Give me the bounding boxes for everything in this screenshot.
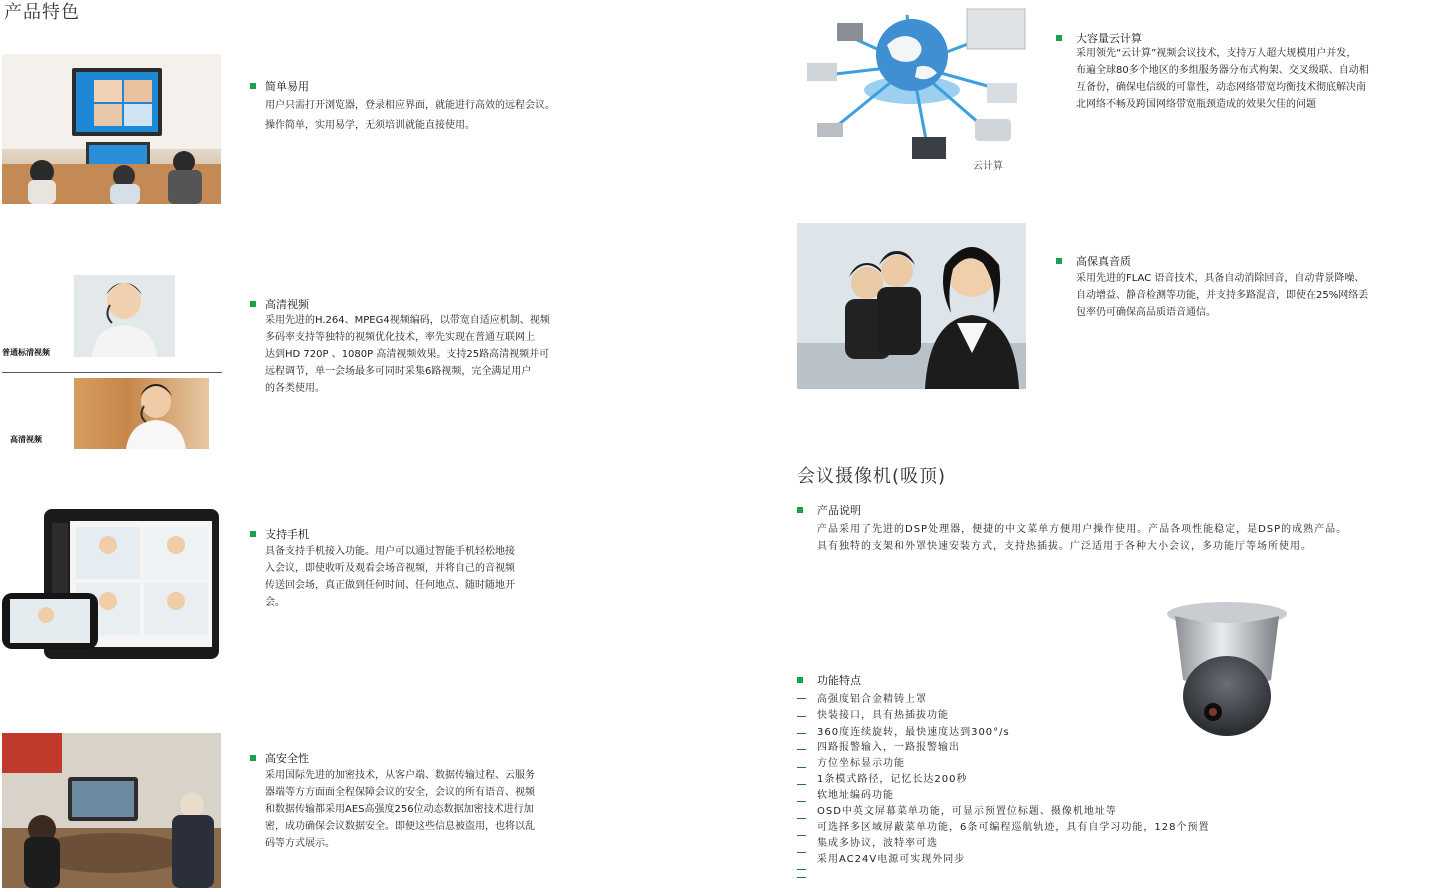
list-dash (797, 801, 806, 802)
feature-title-mobile: 支持手机 (265, 528, 309, 541)
bullet-marker (250, 531, 256, 537)
camera-feature-item: 1条模式路径，记忆长达200秒 (817, 774, 968, 785)
video-conference-room-image (2, 54, 221, 204)
camera-feature-item: 快装接口，具有热插拔功能 (817, 710, 949, 721)
divider-line (2, 372, 222, 373)
bullet-marker (250, 301, 256, 307)
camera-feature-item: 四路报警输入，一路报警输出 (817, 742, 960, 753)
list-dash (797, 818, 806, 819)
camera-feature-item: 软地址编码功能 (817, 790, 894, 801)
feature-body-audio: 采用先进的FLAC 语音技术，具备自动消除回音，自动背景降噪、 自动增益、静音检测等功能，并支持多路混音，即使在25%网络丢 包率仍可确保高品质语音通信。 (1076, 273, 1369, 318)
list-dash (797, 784, 806, 785)
list-dash (797, 877, 806, 878)
camera-feature-item: 方位坐标显示功能 (817, 758, 905, 769)
list-dash (797, 749, 806, 750)
feature-body-security: 采用国际先进的加密技术，从客户端、数据传输过程、云服务 器端等方方面面全程保障会议的安全，会议的所有语音、视频 和数据传输都采用AES高强度256位动态数据加密技术进行加 密，成功确保会议数据安全。即便这些信息被盗用，也将以乱 码等方式展示。 (265, 770, 535, 849)
camera-feature-item: 集成多协议，波特率可选 (817, 838, 938, 849)
feature-title-cloud: 大容量云计算 (1076, 32, 1142, 45)
feature-title-hd-video: 高清视频 (265, 298, 309, 311)
feature-title-audio: 高保真音质 (1076, 255, 1131, 268)
camera-feature-item: 采用AC24V电源可实现外同步 (817, 854, 966, 865)
list-dash (797, 835, 806, 836)
feature-body-cloud: 采用领先“云计算”视频会议技术，支持万人超大规模用户并发， 布遍全球80多个地区的多组服务器分布式构架、交叉级联、自动相 互备份，确保电信级的可靠性，动态网络带宽均衡技术彻底解决南 北网络不畅及跨国网络带宽瓶颈造成的效果欠佳的问题 (1076, 48, 1369, 110)
bullet-marker (1056, 258, 1062, 264)
camera-features-title: 功能特点 (817, 674, 861, 687)
bullet-marker (1056, 35, 1062, 41)
cloud-label: 云计算 (973, 161, 1003, 172)
camera-feature-item: 可选择多区域屏蔽菜单功能，6条可编程巡航轨迹，具有自学习功能，128个预置 (817, 822, 1210, 833)
call-center-image (797, 223, 1026, 389)
list-dash (797, 852, 806, 853)
feature-body-mobile: 具备支持手机接入功能。用户可以通过智能手机轻松地接 入会议，即使收听及观看会场音视频，并将自己的音视频 传送回会场，真正做到任何时间、任何地点、随时随地开 会。 (265, 546, 515, 608)
feature-body-easy-use: 用户只需打开浏览器，登录相应界面，就能进行高效的远程会议。 操作简单，实用易学，无须培训就能直接使用。 (265, 100, 555, 131)
feature-title-easy-use: 简单易用 (265, 80, 309, 93)
list-dash (797, 716, 806, 717)
hd-video-image (74, 378, 209, 449)
cloud-computing-image (797, 5, 1027, 175)
bullet-marker (250, 755, 256, 761)
hd-video-caption: 高清视频 (10, 435, 42, 444)
list-dash (797, 767, 806, 768)
list-dash (797, 733, 806, 734)
camera-feature-item: 360度连续旋转，最快速度达到300°/s (817, 727, 1010, 738)
camera-desc-title: 产品说明 (817, 504, 861, 517)
bullet-marker (250, 83, 256, 89)
bullet-marker (797, 507, 803, 513)
list-dash (797, 698, 806, 699)
camera-section-title: 会议摄像机(吸顶) (797, 466, 947, 487)
dome-camera-image (1165, 600, 1290, 740)
standard-video-image (74, 275, 175, 357)
list-dash (797, 869, 806, 870)
page-title: 产品特色 (4, 2, 80, 23)
camera-desc-body: 产品采用了先进的DSP处理器，便捷的中文菜单方便用户操作使用。产品各项性能稳定，是DSP的成熟产品。 具有独特的支架和外罩快速安装方式，支持热插拔。广泛适用于各种大小会议，多功能厅等场所使用。 (817, 524, 1348, 552)
mobile-devices-image (2, 509, 221, 664)
camera-feature-item: OSD中英文屏幕菜单功能，可显示预置位标题、摄像机地址等 (817, 806, 1117, 817)
camera-feature-item: 高强度铝合金精铸上罩 (817, 694, 927, 705)
bullet-marker (797, 677, 803, 683)
meeting-room-image (2, 733, 221, 888)
feature-title-security: 高安全性 (265, 752, 309, 765)
feature-body-hd-video: 采用先进的H.264、MPEG4视频编码，以带宽自适应机制、视频 多码率支持等独特的视频优化技术，率先实现在普通互联网上 达到HD 720P 、1080P 高清视频效果。支持25路高清视频并可 远程调节，单一会场最多可同时采集6路视频，完全满足用户 的各类使用。 (265, 315, 550, 394)
standard-video-caption: 普通标清视频 (2, 348, 50, 357)
